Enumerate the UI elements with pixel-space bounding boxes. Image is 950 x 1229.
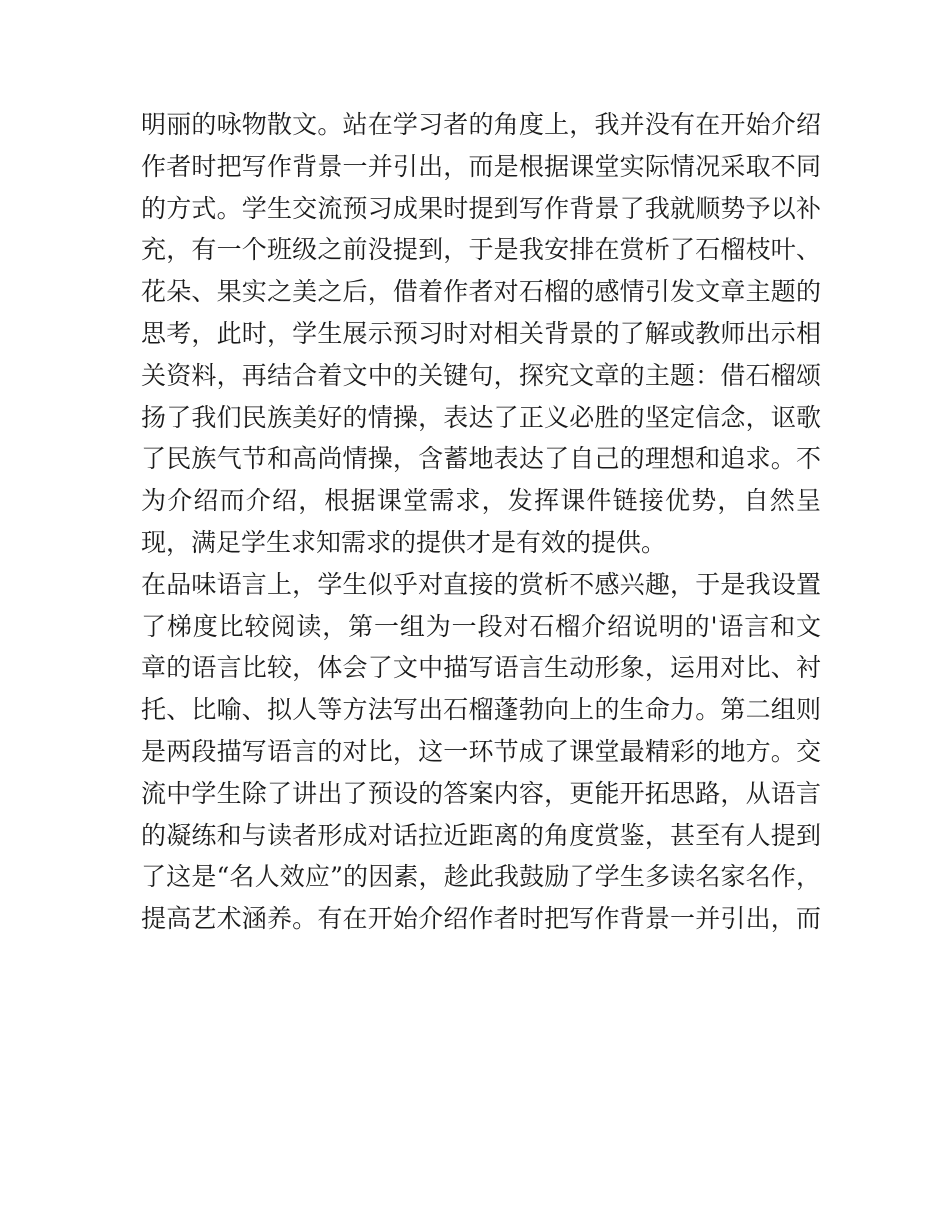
text-line: 是两段描写语言的对比，这一环节成了课堂最精彩的地方。交 [141, 736, 821, 766]
text-line: 的凝练和与读者形成对话拉近距离的角度赏鉴，甚至有人提到 [141, 820, 821, 850]
text-line: 了民族气节和高尚情操，含蓄地表达了自己的理想和追求。不 [141, 444, 821, 474]
text-line: 了这是“名人效应”的因素，趁此我鼓励了学生多读名家名作， [141, 862, 821, 892]
text-line: 关资料，再结合着文中的关键句，探究文章的主题：借石榴颂 [141, 360, 821, 390]
text-line: 流中学生除了讲出了预设的答案内容，更能开拓思路，从语言 [141, 778, 821, 808]
body-text [141, 104, 821, 940]
text-line: 思考，此时，学生展示预习时对相关背景的了解或教师出示相 [141, 318, 821, 348]
text-line: 明丽的咏物散文。站在学习者的角度上，我并没有在开始介绍 [141, 110, 821, 139]
text-line: 扬了我们民族美好的情操，表达了正义必胜的坚定信念，讴歌 [141, 402, 821, 432]
text-line: 的方式。学生交流预习成果时提到写作背景了我就顺势予以补 [141, 193, 821, 223]
text-line: 了梯度比较阅读，第一组为一段对石榴介绍说明的'语言和文 [141, 611, 821, 641]
text-line: 提高艺术涵养。有在开始介绍作者时把写作背景一并引出，而 [141, 904, 821, 934]
text-line: 花朵、果实之美之后，借着作者对石榴的感情引发文章主题的 [141, 277, 821, 307]
text-line: 作者时把写作背景一并引出，而是根据课堂实际情况采取不同 [141, 151, 821, 181]
text-line: 充，有一个班级之前没提到，于是我安排在赏析了石榴枝叶、 [141, 235, 821, 265]
text-line: 章的语言比较，体会了文中描写语言生动形象，运用对比、衬 [141, 653, 821, 683]
text-line: 现，满足学生求知需求的提供才是有效的提供。 [141, 527, 667, 557]
text-line: 为介绍而介绍，根据课堂需求，发挥课件链接优势，自然呈 [141, 486, 821, 516]
text-line: 在品味语言上，学生似乎对直接的赏析不感兴趣，于是我设置 [141, 569, 821, 599]
text-line: 托、比喻、拟人等方法写出石榴蓬勃向上的生命力。第二组则 [141, 695, 821, 725]
